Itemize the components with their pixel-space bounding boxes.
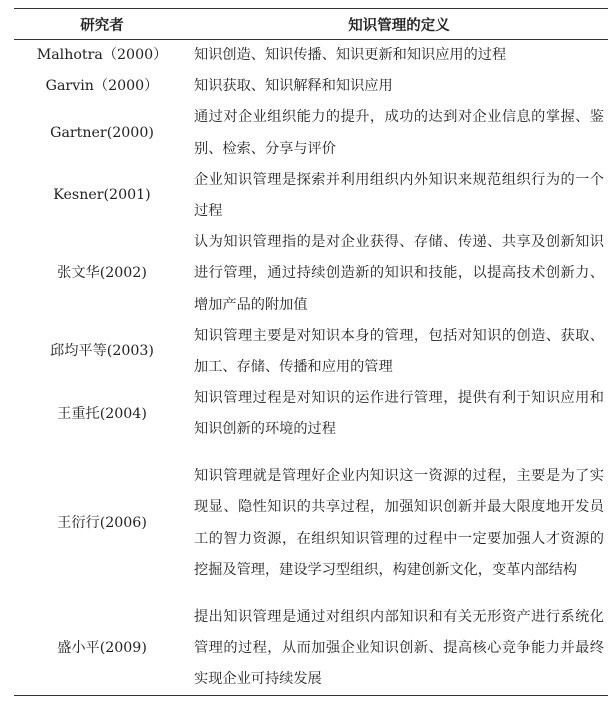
researcher-cell: 王衍行(2006)	[57, 515, 147, 532]
table-row	[14, 446, 608, 602]
definition-cell: 知识管理过程是对知识的运作进行管理，提供有利于知识应用和知识创新的环境的过程	[194, 390, 604, 438]
definition-cell: 知识获取、知识解释和知识应用	[194, 78, 393, 95]
table-row	[14, 40, 608, 72]
researcher-cell: Gartner(2000)	[50, 125, 154, 141]
definition-cell: 知识创造、知识传播、知识更新和知识应用的过程	[194, 47, 507, 63]
definition-cell: 提出知识管理是通过对组织内部知识和有关无形资产进行系统化管理的过程，从而加强企业知识创新、提高核心竞争能力并最终实现企业可持续发展	[190, 602, 608, 696]
researcher-cell: 王重托(2004)	[57, 405, 147, 422]
researcher-cell: Malhotra（2000）	[36, 47, 168, 63]
definition-cell: 知识管理就是管理好企业内知识这一资源的过程，主要是为了实现显、隐性知识的共享过程，加强知识创新并最大限度地开发员工的智力资源，在组织知识管理的过程中一定要加强人才资源的挖掘及管理，建设学习型组织，构建创新文化，变革内部结构	[194, 468, 604, 578]
definition-cell: 知识管理主要是对知识本身的管理，包括对知识的创造、获取、加工、存储、传播和应用的管理	[194, 327, 604, 376]
table-row	[14, 71, 608, 102]
definition-cell: 认为知识管理指的是对企业获得、存储、传递、共享及创新知识进行管理，通过持续创造新的知识和技能，以提高技术创新力、增加产品的附加值	[194, 234, 604, 313]
table-row	[14, 165, 608, 227]
header-researcher: 研究者	[14, 9, 190, 40]
table-header-row	[14, 9, 608, 40]
definition-cell: 企业知识管理是探索并利用组织内外知识来规范组织行为的一个过程	[194, 171, 604, 220]
knowledge-management-definitions-table	[14, 8, 608, 696]
researcher-cell: Garvin（2000）	[45, 78, 159, 95]
definitions-table	[14, 8, 608, 696]
table-row	[14, 102, 608, 164]
researcher-cell: 邱均平等(2003)	[50, 343, 154, 360]
table-row	[14, 383, 608, 445]
table-row	[14, 602, 608, 696]
table-row	[14, 321, 608, 383]
researcher-cell: Kesner(2001)	[53, 187, 151, 204]
researcher-cell: 盛小平(2009)	[14, 602, 190, 696]
researcher-cell: 张文华(2002)	[57, 265, 147, 282]
table-row	[14, 227, 608, 321]
definition-cell: 通过对企业组织能力的提升，成功的达到对企业信息的掌握、鉴别、检索、分享与评价	[194, 109, 604, 157]
header-definition: 知识管理的定义	[190, 9, 608, 40]
